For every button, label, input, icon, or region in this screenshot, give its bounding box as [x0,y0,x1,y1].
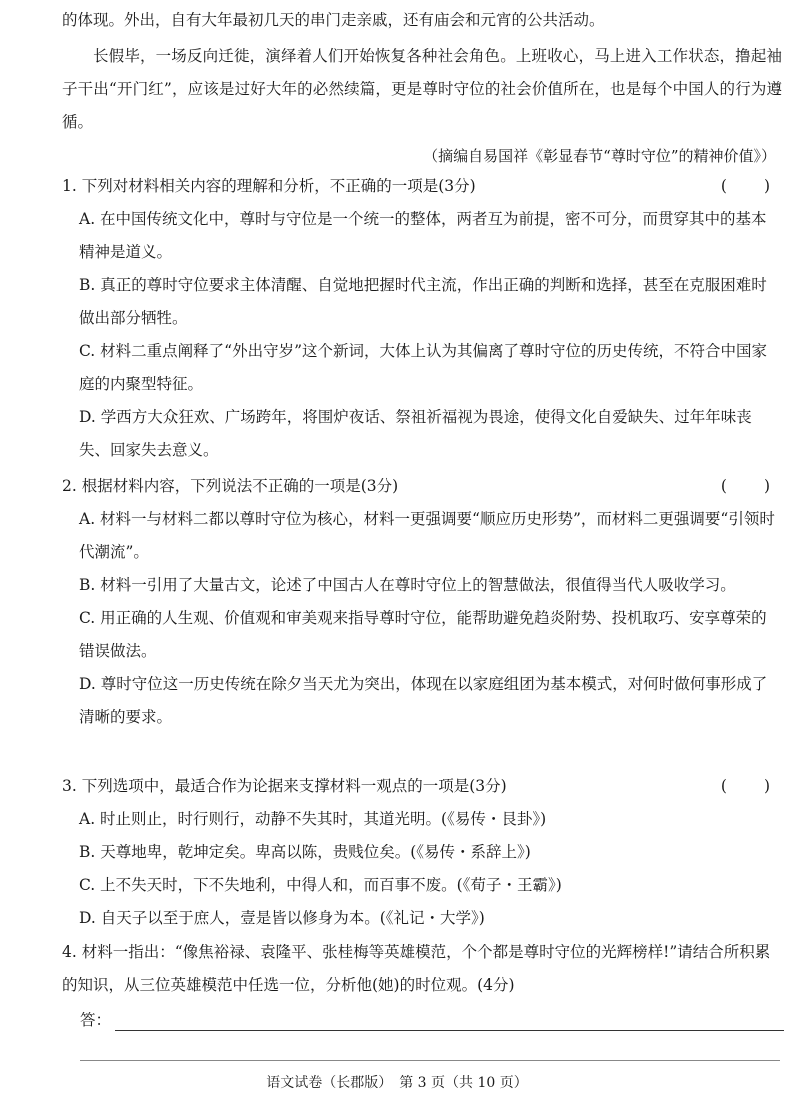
question-2 [62,470,780,734]
question-stem: 4. 材料一指出：“像焦裕禄、袁隆平、张桂梅等英雄模范，个个都是尊时守位的光辉榜样!”请结合所积累的知识，从三位英雄模范中任选一位，分析他(她)的时位观。(4分) [62,943,771,994]
option-d[interactable]: D. 学西方大众狂欢、广场跨年，将围炉夜话、祭祖祈福视为畏途，使得文化自爱缺失、过年年味丧失、回家失去意义。 [79,408,752,459]
answer-label: 答： [80,1011,112,1029]
answer-area[interactable] [80,1005,784,1031]
answer-bracket[interactable]: ( ) [720,777,772,795]
option-d[interactable]: D. 尊时守位这一历史传统在除夕当天尤为突出，体现在以家庭组团为基本模式，对何时做何事形成了清晰的要求。 [79,675,768,726]
option-c[interactable]: C. 材料二重点阐释了“外出守岁”这个新词，大体上认为其偏离了尊时守位的历史传统，不符合中国家庭的内聚型特征。 [79,342,768,393]
option-d[interactable]: D. 自天子以至于庶人，壹是皆以修身为本。(《礼记・大学》) [79,909,485,927]
option-a[interactable]: A. 在中国传统文化中，尊时与守位是一个统一的整体，两者互为前提，密不可分，而贯穿其中的基本精神是道义。 [79,210,767,261]
question-stem: 3. 下列选项中，最适合作为论据来支撑材料一观点的一项是(3分) [62,777,507,795]
footer-divider [80,1060,780,1061]
question-3 [62,770,780,935]
question-4 [62,936,780,1002]
passage-line: 的体现。外出，自有大年最初几天的串门走亲戚，还有庙会和元宵的公共活动。 [62,11,605,29]
option-b[interactable]: B. 材料一引用了大量古文，论述了中国古人在尊时守位上的智慧做法，很值得当代人吸收学习。 [79,576,736,594]
passage-source: （摘编自易国祥《彰显春节“尊时守位”的精神价值》） [423,147,776,165]
option-c[interactable]: C. 用正确的人生观、价值观和审美观来指导尊时守位，能帮助避免趋炎附势、投机取巧、安享尊荣的错误做法。 [79,609,767,660]
option-b[interactable]: B. 天尊地卑，乾坤定矣。卑高以陈，贵贱位矣。(《易传・系辞上》) [79,843,531,861]
question-stem: 2. 根据材料内容，下列说法不正确的一项是(3分) [62,477,399,495]
question-stem: 1. 下列对材料相关内容的理解和分析，不正确的一项是(3分) [62,177,476,195]
option-a[interactable]: A. 时止则止，时行则行，动静不失其时，其道光明。(《易传・艮卦》) [79,810,547,828]
answer-bracket[interactable]: ( ) [720,477,772,495]
page-footer: 语文试卷（长郡版） 第 3 页（共 10 页） [266,1075,528,1091]
question-1 [62,170,780,467]
answer-bracket[interactable]: ( ) [720,177,772,195]
option-b[interactable]: B. 真正的尊时守位要求主体清醒、自觉地把握时代主流，作出正确的判断和选择，甚至在克服困难时做出部分牺牲。 [79,276,767,327]
answer-rule[interactable] [115,1008,784,1031]
option-a[interactable]: A. 材料一与材料二都以尊时守位为核心，材料一更强调要“顺应历史形势”，而材料二更强调要“引领时代潮流”。 [79,510,775,561]
option-c[interactable]: C. 上不失天时，下不失地利，中得人和，而百事不废。(《荀子・王霸》) [79,876,562,894]
passage-paragraph: 长假毕，一场反向迁徙，演绎着人们开始恢复各种社会角色。上班收心，马上进入工作状态，撸起袖子干出“开门红”，应该是过好大年的必然续篇，更是尊时守位的社会价值所在，也是每个中国人的行为遵循。 [62,47,782,131]
